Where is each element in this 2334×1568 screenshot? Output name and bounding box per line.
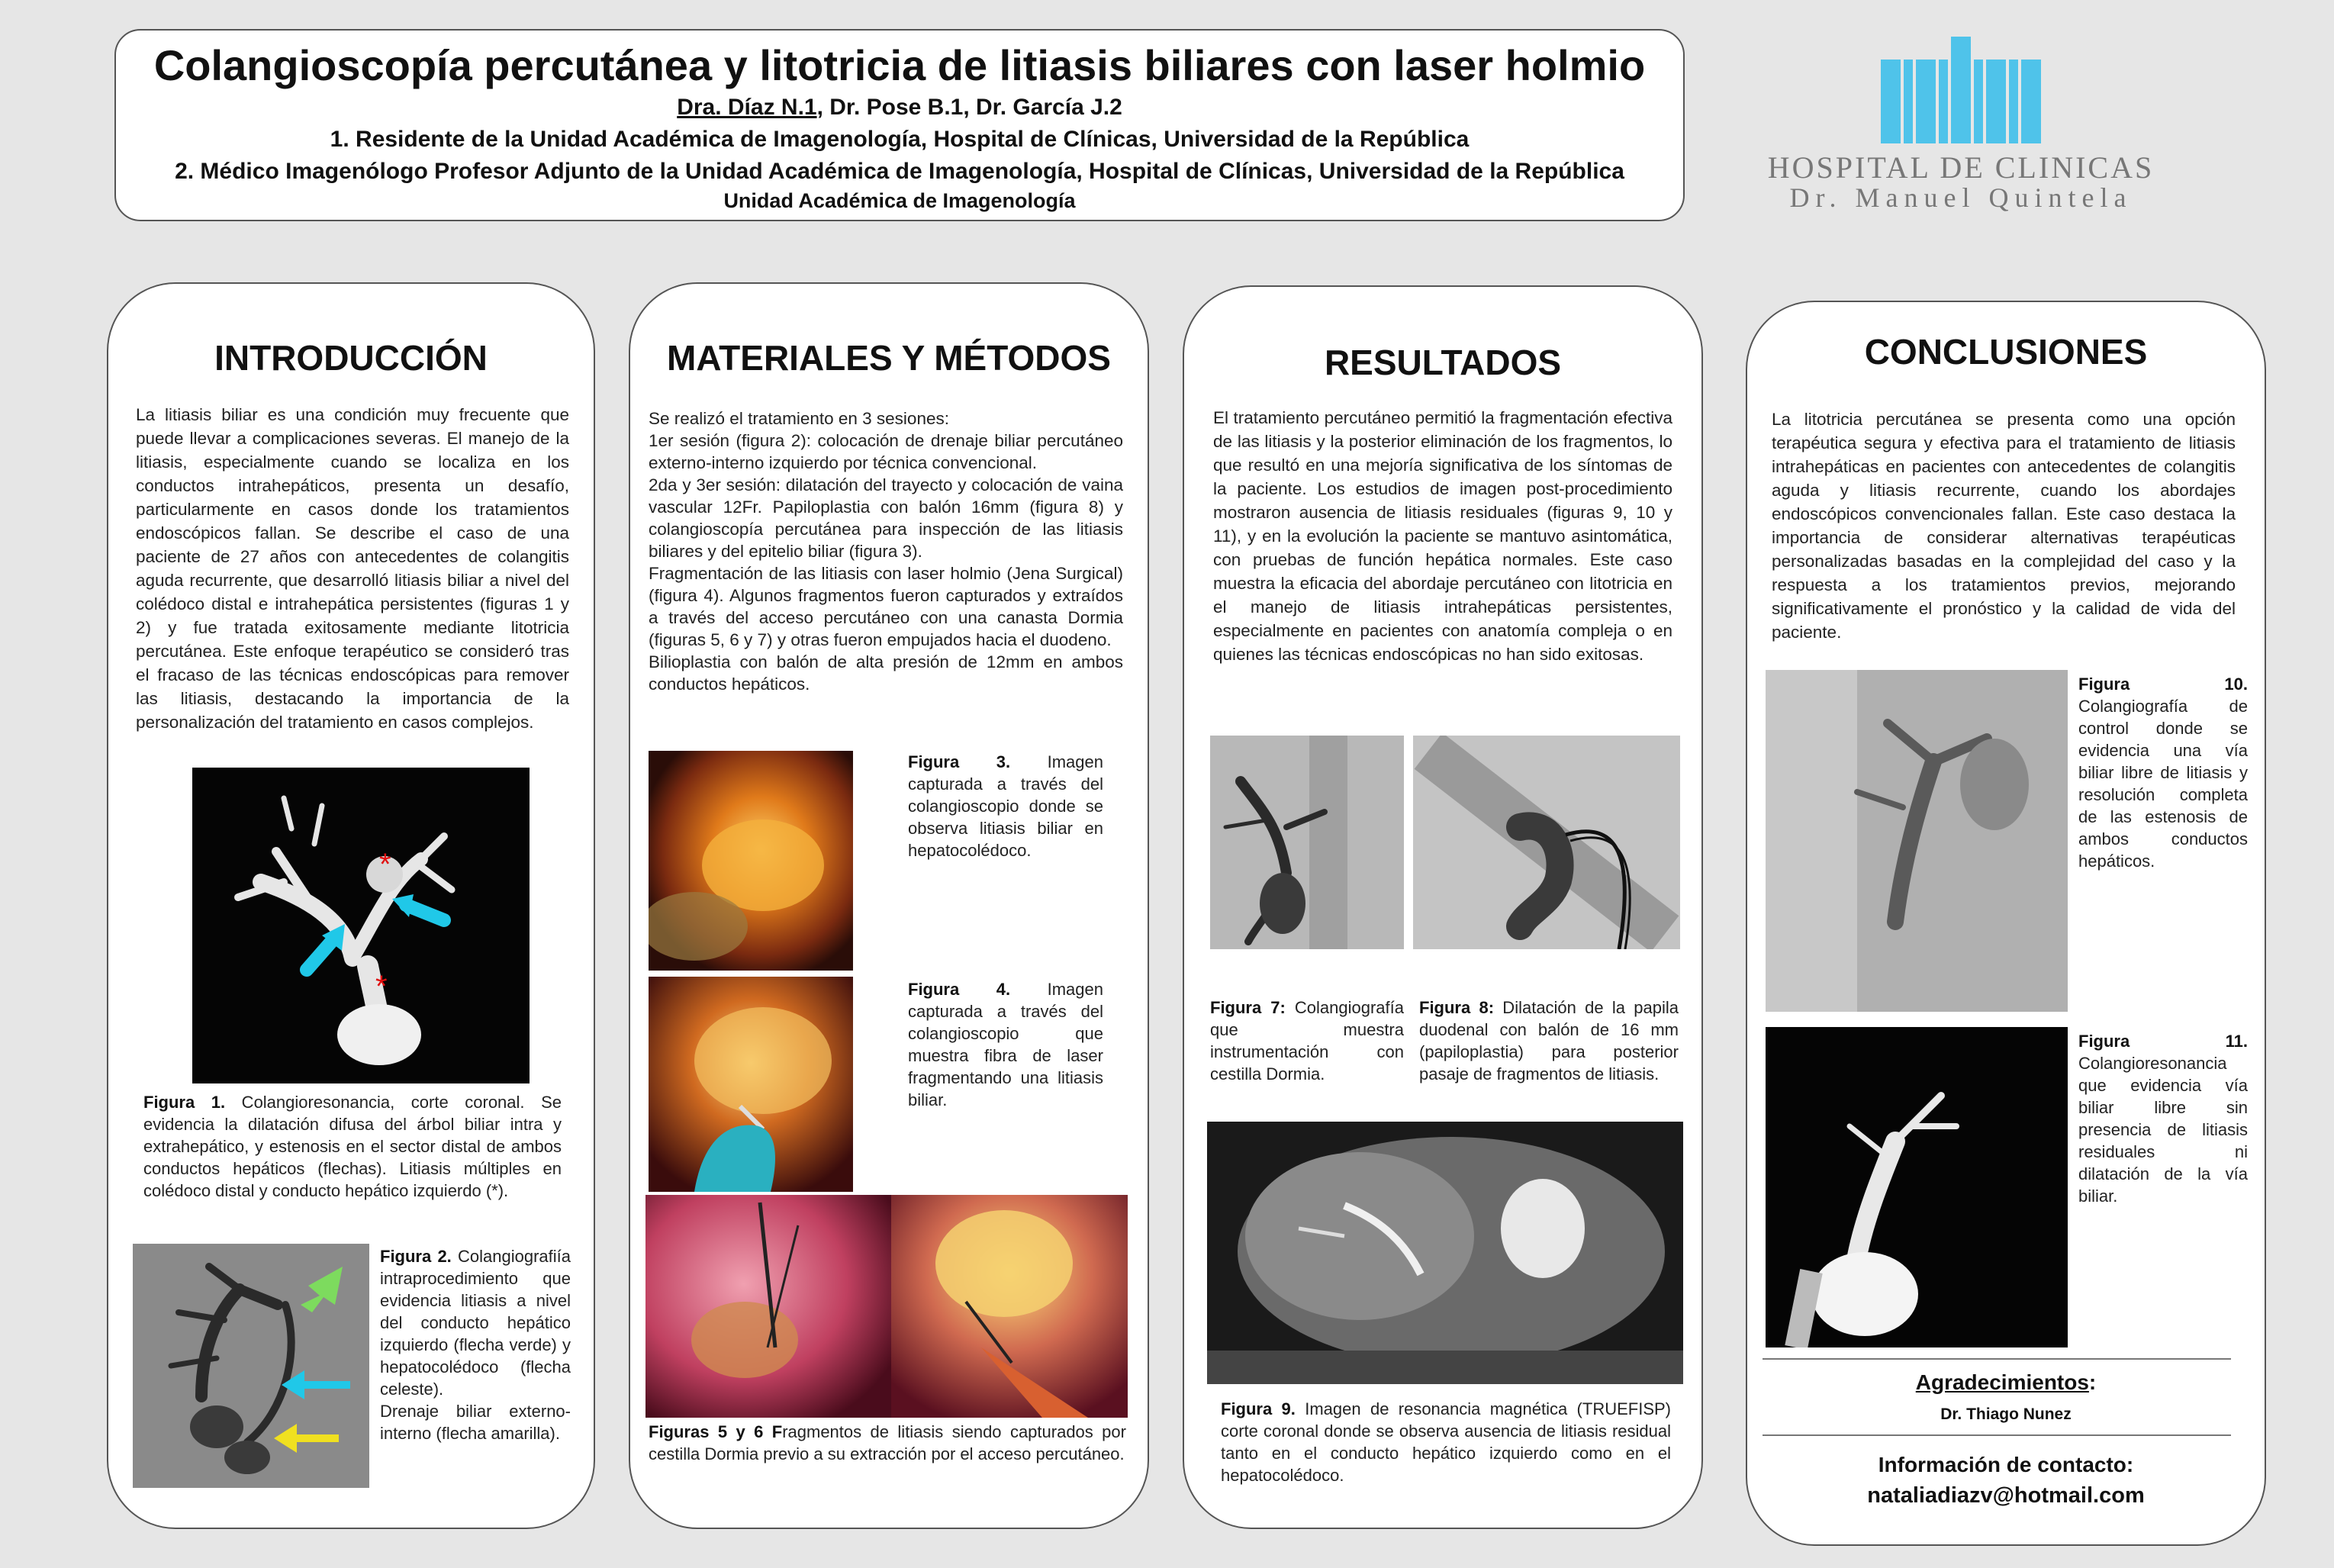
authors-line (116, 95, 1683, 121)
figure-7-image (1210, 736, 1404, 949)
figure-7-label: Figura 7: (1210, 998, 1286, 1017)
results-panel (1183, 285, 1703, 1529)
figure-1-caption: Figura 1. Colangioresonancia, corte coronal. Se evidencia la dilatación difusa del árbol biliar intra y extrahepático, y estenosis en el sector distal de ambos conductos hepáticos (flechas). Litiasis múltiples en colédoco distal y conducto hepático izquierdo (*). (143, 1093, 562, 1200)
methods-panel (629, 282, 1149, 1529)
conclusions-panel (1746, 301, 2266, 1546)
figure-10-caption: Figura 10. Colangiografía de control donde se evidencia una vía biliar libre de litiasis y resolución completa de las estenosis de ambos conductos hepáticos. (2078, 675, 2248, 871)
conclusions-text: La litotricia percutánea se presenta como una opción terapéutica segura y efectiva para el tratamiento de litiasis intrahepáticas en pacientes con antecedentes de colangitis aguda y litiasis recurrente, cuando los abordajes endoscópicos convencionales fallan. Este caso destaca la importancia de considerar alternativas terapéuticas personalizadas basadas en la complejidad del caso y la respuesta a los tratamientos previos, mejorando significativamente el pronóstico y la calidad de vida del paciente. (1772, 410, 2236, 642)
figure-11-image (1766, 1027, 2068, 1347)
affiliation-1: 1. Residente de la Unidad Académica de Imagenología, Hospital de Clínicas, Universidad de la República (330, 127, 1470, 153)
figure-1-image (192, 768, 530, 1083)
ack-title: Agradecimientos (1915, 1370, 2089, 1394)
contact-email[interactable]: nataliadiazv@hotmail.com (1867, 1483, 2145, 1508)
svg-text:*: * (379, 848, 391, 881)
divider-top (1763, 1358, 2231, 1360)
co-authors: , Dr. Pose B.1, Dr. García J.2 (816, 95, 1122, 121)
svg-text:*: * (375, 970, 388, 1003)
logo-line-1: HOSPITAL DE CLINICAS (1767, 150, 2155, 185)
figure-3-caption: Figura 3. Imagen capturada a través del colangioscopio donde se observa litiasis biliar en hepatocolédoco. (908, 752, 1103, 860)
affiliation-2: 2. Médico Imagenólogo Profesor Adjunto de la Unidad Académica de Imagenología, Hospital de Clínicas, Universidad de la República (175, 159, 1624, 185)
conclusions-title: CONCLUSIONES (1864, 332, 2148, 372)
figure-8-caption: Figura 8: Dilatación de la papila duodenal con balón de 16 mm (papiloplastia) para posterior pasaje de fragmentos de litiasis. (1419, 998, 1679, 1083)
figure-4-label: Figura 4. (908, 980, 1011, 999)
poster-title: Colangioscopía percutánea y litotricia de litiasis biliares con laser holmio (153, 41, 1646, 89)
main-author: Dra. Díaz N.1 (677, 95, 817, 121)
results-title: RESULTADOS (1324, 343, 1562, 382)
figure-8-image (1413, 736, 1680, 949)
acknowledgements: Agradecimientos: (1915, 1370, 2097, 1394)
figure-9-label: Figura 9. (1221, 1399, 1296, 1418)
ack-name: Dr. Thiago Nunez (1940, 1405, 2072, 1423)
figure-4-caption: Figura 4. Imagen capturada a través del colangioscopio que muestra fibra de laser fragmentando una litiasis biliar. (908, 980, 1103, 1109)
figure-3-image (649, 751, 853, 971)
poster-header (114, 29, 1685, 221)
figure-9-caption: Figura 9. Imagen de resonancia magnética (TRUEFISP) corte coronal donde se observa ausencia de litiasis residual tanto en el conducto hepático izquierdo como en el hepatocolédoco. (1221, 1399, 1671, 1485)
figure-9-image (1207, 1122, 1683, 1384)
figure-10-image (1766, 670, 2068, 1012)
figure-8-label: Figura 8: (1419, 998, 1495, 1017)
logo-line-2: Dr. Manuel Quintela (1789, 182, 2133, 213)
figure-11-caption: Figura 11. Colangioresonancia que evidencia vía biliar libre sin presencia de litiasis residuales ni dilatación de la vía biliar. (2078, 1032, 2248, 1206)
figure-10-label: Figura 10. (2078, 675, 2248, 694)
figure-7-caption: Figura 7: Colangiografía que muestra instrumentación con cestilla Dormia. (1210, 998, 1404, 1083)
methods-text: Se realizó el tratamiento en 3 sesiones: 1er sesión (figura 2): colocación de drenaje biliar percutáneo externo-interno izquierdo por técnica convencional. 2da y 3er sesión: dilatación del trayecto y colocación de vaina vascular 12Fr. Papiloplastia con balón 16mm (figura 8) y colangioscopía percutánea para inspección de las litiasis biliares y del epitelio biliar (figura 3). Fragmentación de las litiasis con laser holmio (Jena Surgical) (figura 4). Algunos fragmentos fueron capturados y extraídos a través del acceso percutáneo con una canasta Dormia (figuras 5, 6 y 7) y otras fueron empujados hacia el duodeno. Bilioplastia con balón de alta presión de 12mm en ambos conductos hepáticos. (649, 409, 1123, 694)
divider-bottom (1763, 1434, 2231, 1436)
intro-title: INTRODUCCIÓN (214, 338, 488, 378)
figures-5-6-caption: Figuras 5 y 6 Fragmentos de litiasis siendo capturados por cestilla Dormia previo a su extracción por el acceso percutáneo. (649, 1422, 1126, 1463)
figure-1-label: Figura 1. (143, 1093, 226, 1112)
figure-11-label: Figura 11. (2078, 1032, 2248, 1051)
figure-3-label: Figura 3. (908, 752, 1011, 771)
figures-5-6-label: Figuras 5 y 6 F (649, 1422, 783, 1441)
methods-title: MATERIALES Y MÉTODOS (667, 338, 1111, 378)
intro-text: La litiasis biliar es una condición muy frecuente que puede llevar a complicaciones severas. El manejo de la litiasis, especialmente cuando se localiza en los conductos intrahepáticos, presenta un desafío, particularmente en casos donde los tratamientos endoscópicos fallan. Se describe el caso de una paciente de 27 años con antecedentes de colangitis aguda recurrente, que desarrolló litiasis biliar a nivel del colédoco distal e intrahepática persistentes (figuras 1 y 2) y fue tratada exitosamente mediante litotricia percutánea. Este enfoque terapéutico se consideró tras el fracaso de las técnicas endoscópicas para remover las litiasis, destacando la importancia de la personalización del tratamiento en casos complejos. (136, 405, 569, 732)
contact-title: Información de contacto: (1878, 1453, 2134, 1476)
figure-4-image (649, 977, 853, 1192)
intro-panel (107, 282, 595, 1529)
figure-2-image (133, 1244, 369, 1488)
figure-2-caption: Figura 2. Colangiografiía intraprocedimiento que evidencia litiasis a nivel del conducto hepático izquierdo (flecha verde) y hepatocolédoco (flecha celeste). Drenaje biliar externo-interno (flecha amarilla). (380, 1247, 571, 1443)
figure-2-label: Figura 2. (380, 1247, 452, 1266)
department: Unidad Académica de Imagenología (723, 189, 1076, 213)
logo-bars-icon (1881, 37, 2041, 143)
hospital-logo (1755, 37, 2167, 212)
results-text: El tratamiento percutáneo permitió la fragmentación efectiva de las litiasis y la posterior eliminación de los fragmentos, lo que resultó en una mejoría significativa de los síntomas de la paciente. Los estudios de imagen post-procedimiento mostraron ausencia de litiasis residuales (figuras 9, 10 y 11), y en la evolución la paciente se mantuvo asintomática, con pruebas de función hepática normales. Este caso muestra la eficacia del abordaje percutáneo con litotricia en el manejo de litiasis intrahepáticas persistentes, especialmente en pacientes con anatomía compleja o en quienes las técnicas endoscópicas no han sido exitosas. (1213, 408, 1672, 664)
figures-5-6-image (645, 1195, 1128, 1418)
